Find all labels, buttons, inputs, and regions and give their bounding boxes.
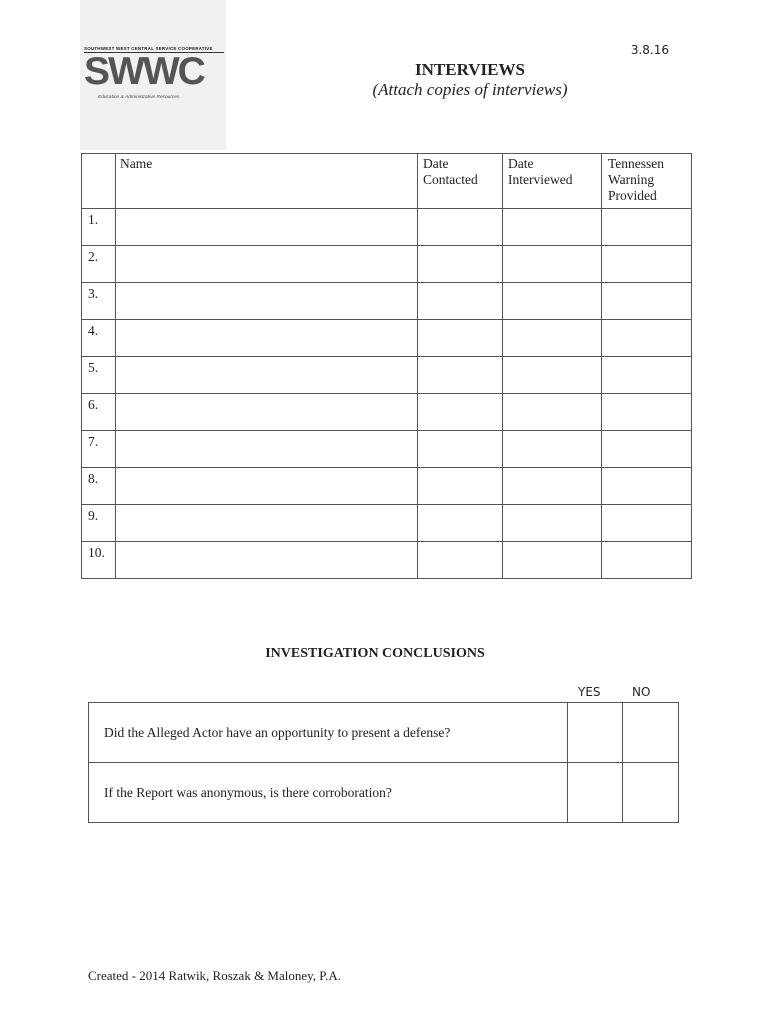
name-field[interactable]: [116, 246, 418, 283]
date-interviewed-field[interactable]: [503, 431, 602, 468]
date-interviewed-field[interactable]: [503, 542, 602, 579]
interview-row: [82, 357, 692, 394]
date-contacted-field[interactable]: [418, 209, 503, 246]
date-contacted-field[interactable]: [418, 246, 503, 283]
interview-row: [82, 468, 692, 505]
question-text: If the Report was anonymous, is there corroboration?: [89, 763, 568, 823]
page-title: INTERVIEWS: [415, 60, 525, 79]
name-field[interactable]: [116, 283, 418, 320]
tennessen-field[interactable]: [602, 320, 692, 357]
tennessen-field[interactable]: [602, 431, 692, 468]
date-interviewed-field[interactable]: [503, 320, 602, 357]
name-field[interactable]: [116, 542, 418, 579]
tennessen-field[interactable]: [602, 357, 692, 394]
interviews-table: [81, 153, 692, 579]
question-text: Did the Alleged Actor have an opportunity to present a defense?: [89, 703, 568, 763]
yes-checkbox[interactable]: [567, 703, 623, 763]
interview-row: [82, 542, 692, 579]
name-field[interactable]: [116, 505, 418, 542]
date-interviewed-field[interactable]: [503, 283, 602, 320]
version-number: 3.8.16: [630, 43, 669, 57]
conclusions-title: INVESTIGATION CONCLUSIONS: [265, 646, 485, 661]
no-checkbox[interactable]: [623, 763, 679, 823]
row-number: 1.: [82, 209, 116, 246]
tennessen-field[interactable]: [602, 283, 692, 320]
interview-row: [82, 283, 692, 320]
interview-row: [82, 209, 692, 246]
header-date-interviewed: Date Interviewed: [503, 154, 602, 209]
tennessen-field[interactable]: [602, 505, 692, 542]
name-field[interactable]: [116, 320, 418, 357]
interview-row: [82, 431, 692, 468]
logo-org-line: SOUTHWEST WEST CENTRAL SERVICE COOPERATIVE: [84, 46, 224, 53]
date-contacted-field[interactable]: [418, 283, 503, 320]
date-interviewed-field[interactable]: [503, 246, 602, 283]
interview-row: [82, 320, 692, 357]
yes-column-label: YES: [578, 685, 601, 699]
conclusions-table: [88, 702, 679, 823]
row-number: 6.: [82, 394, 116, 431]
tennessen-field[interactable]: [602, 209, 692, 246]
question-row: [89, 703, 679, 763]
tennessen-field[interactable]: [602, 542, 692, 579]
header-tennessen-warning: Tennessen Warning Provided: [602, 154, 692, 209]
row-number: 2.: [82, 246, 116, 283]
date-interviewed-field[interactable]: [503, 357, 602, 394]
no-checkbox[interactable]: [623, 703, 679, 763]
tennessen-field[interactable]: [602, 246, 692, 283]
date-contacted-field[interactable]: [418, 357, 503, 394]
interview-row: [82, 394, 692, 431]
logo-tagline: Education & Administrative Resources: [98, 95, 180, 100]
row-number: 5.: [82, 357, 116, 394]
date-contacted-field[interactable]: [418, 468, 503, 505]
page-subtitle: (Attach copies of interviews): [372, 80, 568, 99]
row-number: 9.: [82, 505, 116, 542]
date-contacted-field[interactable]: [418, 542, 503, 579]
row-number: 8.: [82, 468, 116, 505]
date-interviewed-field[interactable]: [503, 505, 602, 542]
date-interviewed-field[interactable]: [503, 209, 602, 246]
row-number: 10.: [82, 542, 116, 579]
header-number: [82, 154, 116, 209]
tennessen-field[interactable]: [602, 394, 692, 431]
no-column-label: NO: [632, 685, 651, 699]
row-number: 7.: [82, 431, 116, 468]
tennessen-field[interactable]: [602, 468, 692, 505]
row-number: 4.: [82, 320, 116, 357]
name-field[interactable]: [116, 468, 418, 505]
name-field[interactable]: [116, 394, 418, 431]
swwc-logo: SWWC: [84, 50, 204, 93]
header-name: Name: [116, 154, 418, 209]
name-field[interactable]: [116, 357, 418, 394]
date-contacted-field[interactable]: [418, 431, 503, 468]
interview-row: [82, 505, 692, 542]
header-date-contacted: Date Contacted: [418, 154, 503, 209]
date-contacted-field[interactable]: [418, 505, 503, 542]
name-field[interactable]: [116, 209, 418, 246]
question-row: [89, 763, 679, 823]
row-number: 3.: [82, 283, 116, 320]
interview-row: [82, 246, 692, 283]
date-contacted-field[interactable]: [418, 320, 503, 357]
date-interviewed-field[interactable]: [503, 468, 602, 505]
date-interviewed-field[interactable]: [503, 394, 602, 431]
date-contacted-field[interactable]: [418, 394, 503, 431]
yes-checkbox[interactable]: [567, 763, 623, 823]
name-field[interactable]: [116, 431, 418, 468]
interviews-header-row: [82, 154, 692, 209]
footer-credit: Created - 2014 Ratwik, Roszak & Maloney, P.A.: [88, 968, 341, 983]
